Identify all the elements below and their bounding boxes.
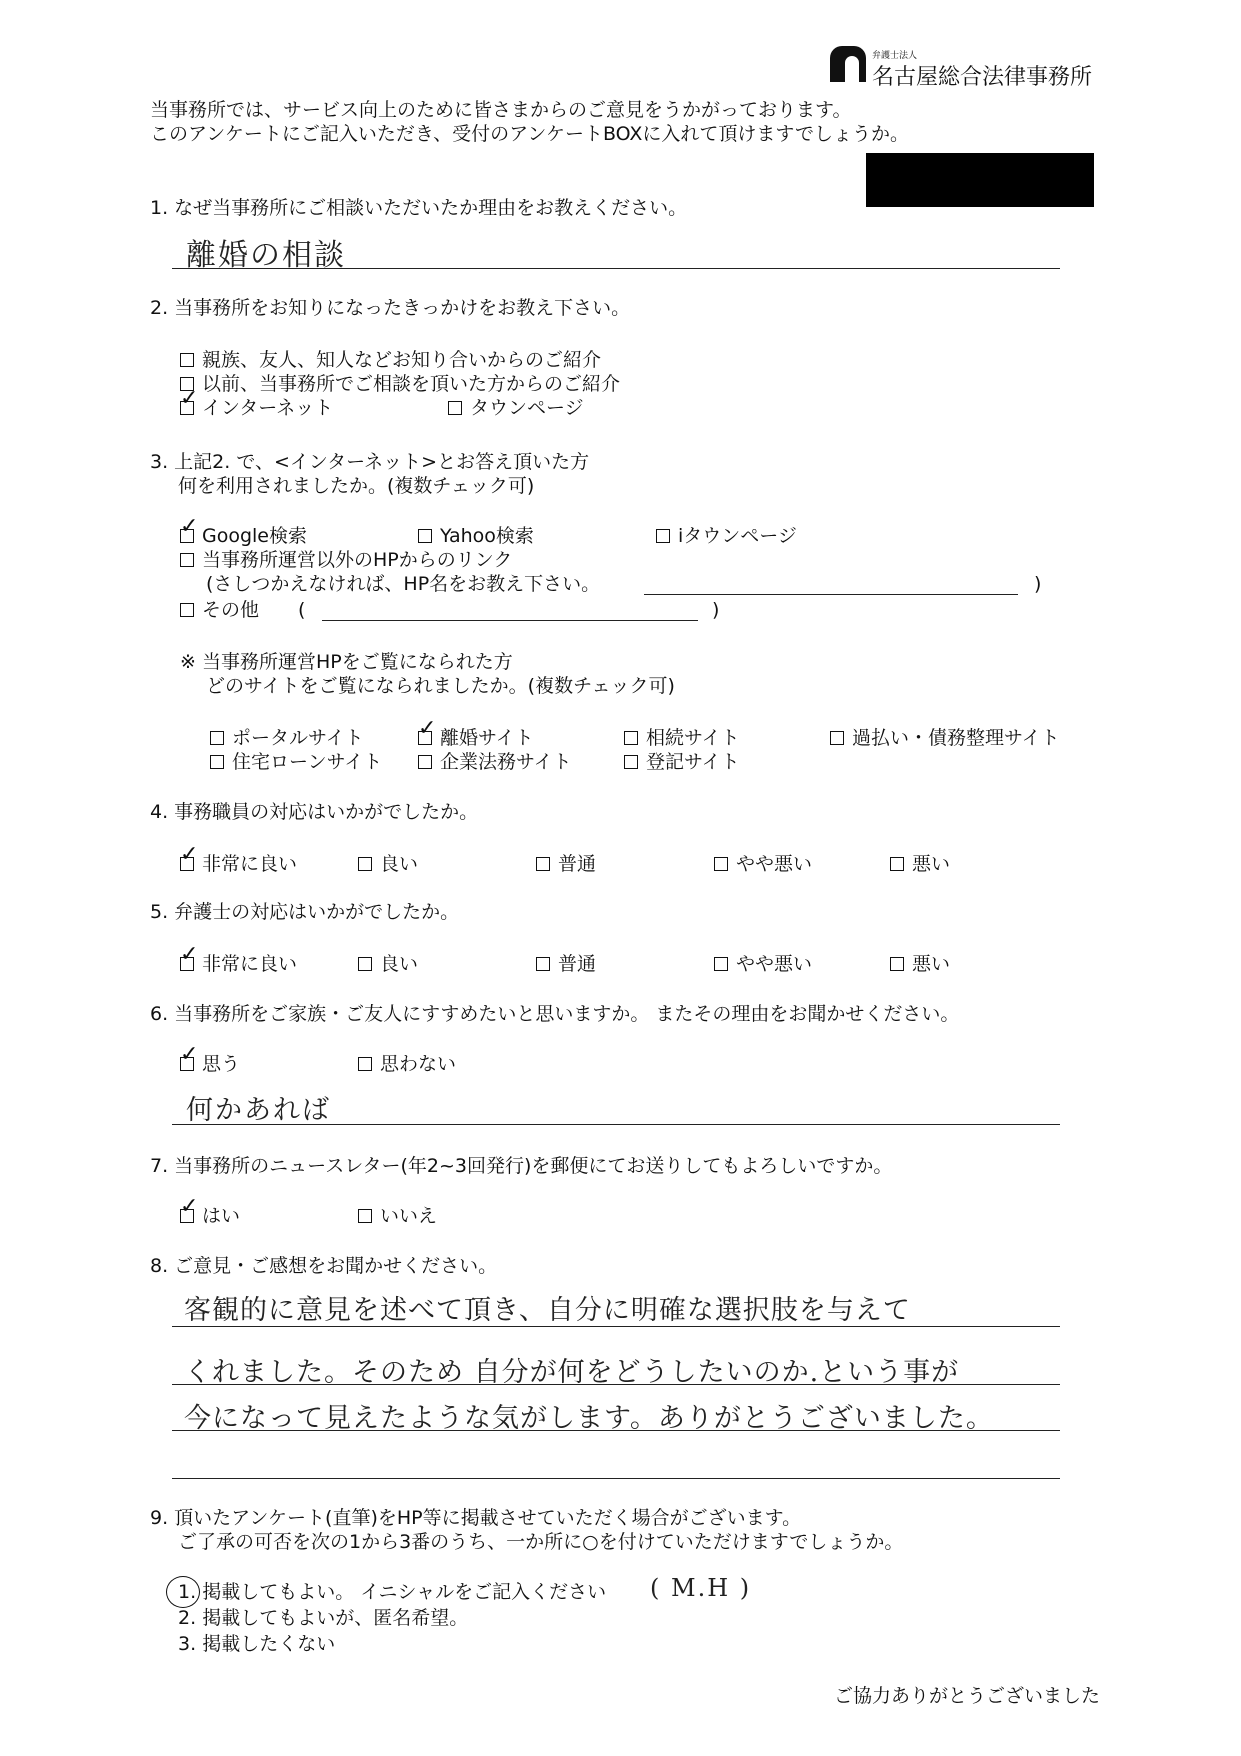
q3-other-line[interactable] — [322, 620, 698, 621]
q3-site-corporate[interactable]: 企業法務サイト — [418, 750, 572, 774]
q3-option-itownpage[interactable]: iタウンページ — [656, 524, 797, 548]
q3-other-open-paren: ( — [298, 599, 306, 621]
checkbox-checked[interactable] — [180, 401, 194, 415]
q4-option-somewhat-bad[interactable]: やや悪い — [714, 852, 812, 876]
firm-name: 名古屋総合法律事務所 — [872, 65, 1093, 90]
q6-question: 6. 当事務所をご家族・ご友人にすすめたいと思いますか。 またその理由をお聞かせください。 — [150, 1003, 960, 1025]
q8-question: 8. ご意見・ご感想をお聞かせください。 — [150, 1255, 498, 1277]
q3-link-note: (さしつかえなければ、HP名をお教え下さい。 — [206, 573, 601, 595]
checkbox[interactable] — [180, 553, 194, 567]
q8-rule-4 — [172, 1478, 1060, 1479]
q5-option-somewhat-bad[interactable]: やや悪い — [714, 952, 812, 976]
q9-option-3[interactable]: 3. 掲載したくない — [178, 1633, 336, 1655]
q3-question-line-1: 3. 上記2. で、<インターネット>とお答え頂いた方 — [150, 451, 590, 473]
q8-answer-line-2[interactable]: くれました。そのため 自分が何をどうしたいのか.という事が — [184, 1357, 960, 1388]
intro-line-1: 当事務所では、サービス向上のために皆さまからのご意見をうかがっております。 — [150, 99, 852, 121]
checkbox[interactable] — [418, 755, 432, 769]
q5-question: 5. 弁護士の対応はいかがでしたか。 — [150, 901, 460, 923]
checkbox[interactable] — [180, 603, 194, 617]
checkbox[interactable] — [358, 857, 372, 871]
q2-option-previous-client[interactable]: 以前、当事務所でご相談を頂いた方からのご紹介 — [180, 372, 620, 396]
checkbox[interactable] — [890, 957, 904, 971]
redaction-block — [866, 153, 1094, 207]
q6-option-no[interactable]: 思わない — [358, 1052, 456, 1076]
q4-option-good[interactable]: 良い — [358, 852, 418, 876]
q1-answer[interactable]: 離婚の相談 — [186, 238, 346, 273]
checkbox[interactable] — [624, 731, 638, 745]
q3-question-line-2: 何を利用されましたか。(複数チェック可) — [178, 475, 535, 497]
q5-option-bad[interactable]: 悪い — [890, 952, 950, 976]
q3-site-divorce[interactable]: ✓ 離婚サイト — [418, 726, 534, 750]
checkbox[interactable] — [830, 731, 844, 745]
q9-initials[interactable]: ( M.H ) — [650, 1574, 752, 1602]
q9-option-1[interactable]: 1. 掲載してもよい。 イニシャルをご記入ください — [178, 1581, 607, 1603]
q8-answer-line-1[interactable]: 客観的に意見を述べて頂き、自分に明確な選択肢を与えて — [184, 1295, 911, 1326]
q6-option-yes[interactable]: ✓思う — [180, 1052, 240, 1076]
q8-answer-line-3[interactable]: 今になって見えたような気がします。ありがとうございました。 — [184, 1403, 994, 1434]
q2-question: 2. 当事務所をお知りになったきっかけをお教え下さい。 — [150, 297, 631, 319]
q3-site-housing-loan[interactable]: 住宅ローンサイト — [210, 750, 382, 774]
q1-question: 1. なぜ当事務所にご相談いただいたか理由をお教えください。 — [150, 197, 688, 219]
q3-link-name-line[interactable] — [644, 594, 1018, 595]
q3-site-inheritance[interactable]: 相続サイト — [624, 726, 740, 750]
checkbox[interactable] — [358, 1209, 372, 1223]
q5-option-average[interactable]: 普通 — [536, 952, 596, 976]
q3-site-portal[interactable]: ポータルサイト — [210, 726, 364, 750]
checkbox[interactable] — [180, 353, 194, 367]
q1-answer-line — [172, 268, 1060, 269]
q8-rule-2 — [172, 1384, 1060, 1385]
q9-option-2[interactable]: 2. 掲載してもよいが、匿名希望。 — [178, 1607, 469, 1629]
q2-option-internet[interactable]: ✓インターネット — [180, 396, 333, 420]
checkbox[interactable] — [624, 755, 638, 769]
q6-answer-line — [172, 1124, 1060, 1125]
closing-text: ご協力ありがとうございました — [834, 1685, 1101, 1707]
checkbox-checked[interactable] — [180, 1057, 194, 1071]
q6-answer[interactable]: 何かあれば — [186, 1095, 331, 1126]
q8-rule-3 — [172, 1430, 1060, 1431]
checkbox[interactable] — [210, 731, 224, 745]
checkbox[interactable] — [448, 401, 462, 415]
q3-site-debt[interactable]: 過払い・債務整理サイト — [830, 726, 1060, 750]
checkbox[interactable] — [536, 857, 550, 871]
checkbox[interactable] — [890, 857, 904, 871]
checkbox[interactable] — [358, 957, 372, 971]
q5-option-good[interactable]: 良い — [358, 952, 418, 976]
q5-option-very-good[interactable]: ✓非常に良い — [180, 952, 297, 976]
q7-option-yes[interactable]: ✓はい — [180, 1204, 240, 1228]
checkbox[interactable] — [714, 957, 728, 971]
checkbox-checked[interactable] — [180, 529, 194, 543]
q4-option-average[interactable]: 普通 — [536, 852, 596, 876]
checkbox[interactable] — [210, 755, 224, 769]
q3-option-yahoo[interactable]: Yahoo検索 — [418, 524, 534, 548]
q3-note-line-1: ※ 当事務所運営HPをご覧になられた方 — [180, 651, 513, 673]
q4-option-bad[interactable]: 悪い — [890, 852, 950, 876]
checkbox-checked[interactable] — [180, 857, 194, 871]
q7-option-no[interactable]: いいえ — [358, 1204, 437, 1228]
q9-question-line-1: 9. 頂いたアンケート(直筆)をHP等に掲載させていただく場合がございます。 — [150, 1507, 802, 1529]
q9-question-line-2: ご了承の可否を次の1から3番のうち、一か所に○を付けていただけますでしょうか。 — [178, 1531, 904, 1553]
checkbox[interactable] — [656, 529, 670, 543]
q3-option-external-link[interactable]: 当事務所運営以外のHPからのリンク — [180, 548, 512, 572]
q3-option-other[interactable]: その他 — [180, 598, 259, 622]
checkbox[interactable] — [714, 857, 728, 871]
checkbox[interactable] — [536, 957, 550, 971]
q2-option-townpage[interactable]: タウンページ — [448, 396, 584, 420]
checkbox-checked[interactable] — [418, 731, 432, 745]
q4-question: 4. 事務職員の対応はいかがでしたか。 — [150, 801, 479, 823]
q3-link-close-paren: ) — [1034, 573, 1042, 595]
q4-option-very-good[interactable]: ✓非常に良い — [180, 852, 297, 876]
firm-logo-icon — [830, 46, 866, 82]
checkbox[interactable] — [418, 529, 432, 543]
q3-site-registration[interactable]: 登記サイト — [624, 750, 740, 774]
intro-line-2: このアンケートにご記入いただき、受付のアンケートBOXに入れて頂けますでしょうか。 — [150, 123, 909, 145]
q3-other-close-paren: ) — [712, 599, 720, 621]
q7-question: 7. 当事務所のニュースレター(年2~3回発行)を郵便にてお送りしてもよろしいですか。 — [150, 1155, 893, 1177]
checkbox[interactable] — [358, 1057, 372, 1071]
checkbox-checked[interactable] — [180, 957, 194, 971]
q8-rule-1 — [172, 1326, 1060, 1327]
q2-option-referral[interactable]: 親族、友人、知人などお知り合いからのご紹介 — [180, 348, 601, 372]
q3-option-google[interactable]: ✓Google検索 — [180, 524, 307, 548]
firm-type-label: 弁護士法人 — [872, 51, 918, 61]
q3-note-line-2: どのサイトをご覧になられましたか。(複数チェック可) — [206, 675, 675, 697]
checkbox-checked[interactable] — [180, 1209, 194, 1223]
